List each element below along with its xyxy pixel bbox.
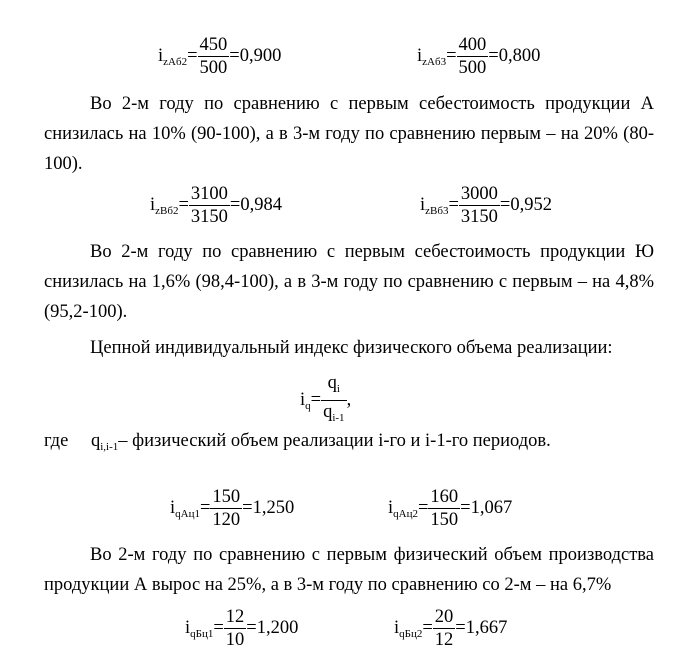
fraction: $\frac{150}{120}$ bbox=[212, 487, 241, 530]
formula-result: =0,984 bbox=[229, 195, 282, 215]
paragraph-1: Во 2-м году по сравнению с первым себестоимость продукции А снизилась на 10% (90-100), а в 3-м году по сравнению первым – на 20% (80-100). bbox=[44, 94, 654, 174]
paragraph-4: Во 2-м году по сравнению с первым физический объем производства продукции А вырос на 25%, а в 3-м году по сравнению со 2-м – на 6,7% bbox=[44, 545, 654, 595]
formula-result: , bbox=[346, 390, 352, 410]
formula-lhs: $i_{zBб2}=$ bbox=[150, 194, 189, 217]
formula-lhs: $i_{qAц1}=$ bbox=[170, 497, 211, 520]
formula-iqb2 bbox=[394, 606, 507, 651]
formula-result: =1,667 bbox=[455, 618, 508, 638]
formula-result: =1,200 bbox=[246, 618, 299, 638]
formula-izb3 bbox=[420, 183, 552, 228]
formula-iza2 bbox=[158, 34, 281, 79]
formula-iqa1 bbox=[170, 486, 294, 531]
fraction: $\frac{160}{150}$ bbox=[430, 487, 459, 530]
formula-result: =0,900 bbox=[229, 46, 282, 66]
formula-lhs: $i_{qБц2}=$ bbox=[394, 617, 433, 640]
fraction: $\frac{q_i}{q_{i-1}}$ bbox=[321, 372, 346, 429]
formula-lhs: $i_{zAб2}=$ bbox=[158, 45, 198, 68]
formula-iqb1 bbox=[185, 606, 298, 651]
paragraph-2: Во 2-м году по сравнению с первым себестоимость продукции Ю снизилась на 1,6% (98,4-100), а в 3-м году по сравнению с первым – на 4,8% (95,2-100). bbox=[44, 242, 654, 322]
fraction: $\frac{20}{12}$ bbox=[434, 607, 454, 650]
formula-iza3 bbox=[417, 34, 540, 79]
where-word: где bbox=[44, 431, 69, 451]
formula-lhs: $i_{qБц1}=$ bbox=[185, 617, 224, 640]
formula-result: =0,952 bbox=[499, 195, 552, 215]
where-definition: $q_{i,i-1}-$ физический объем реализации i-го и i-1-го периодов. bbox=[91, 431, 551, 453]
formula-result: =0,800 bbox=[488, 46, 541, 66]
formula-result: =1,067 bbox=[460, 498, 513, 518]
formula-result: =1,250 bbox=[242, 498, 295, 518]
formula-iqa2 bbox=[388, 486, 512, 531]
formula-lhs: $i_{qAц2}=$ bbox=[388, 497, 429, 520]
formula-lhs: $i_q=$ bbox=[300, 389, 322, 412]
formula-izb2 bbox=[150, 183, 282, 228]
fraction: $\frac{450}{500}$ bbox=[199, 35, 228, 78]
formula-iq bbox=[300, 372, 351, 429]
fraction: $\frac{12}{10}$ bbox=[225, 607, 245, 650]
formula-lhs: $i_{zBб3}=$ bbox=[420, 194, 459, 217]
paragraph-3: Цепной индивидуальный индекс физического объема реализации: bbox=[90, 338, 613, 358]
fraction: $\frac{400}{500}$ bbox=[458, 35, 487, 78]
formula-lhs: $i_{zAб3}=$ bbox=[417, 45, 457, 68]
fraction: $\frac{3000}{3150}$ bbox=[460, 184, 498, 227]
fraction: $\frac{3100}{3150}$ bbox=[190, 184, 228, 227]
